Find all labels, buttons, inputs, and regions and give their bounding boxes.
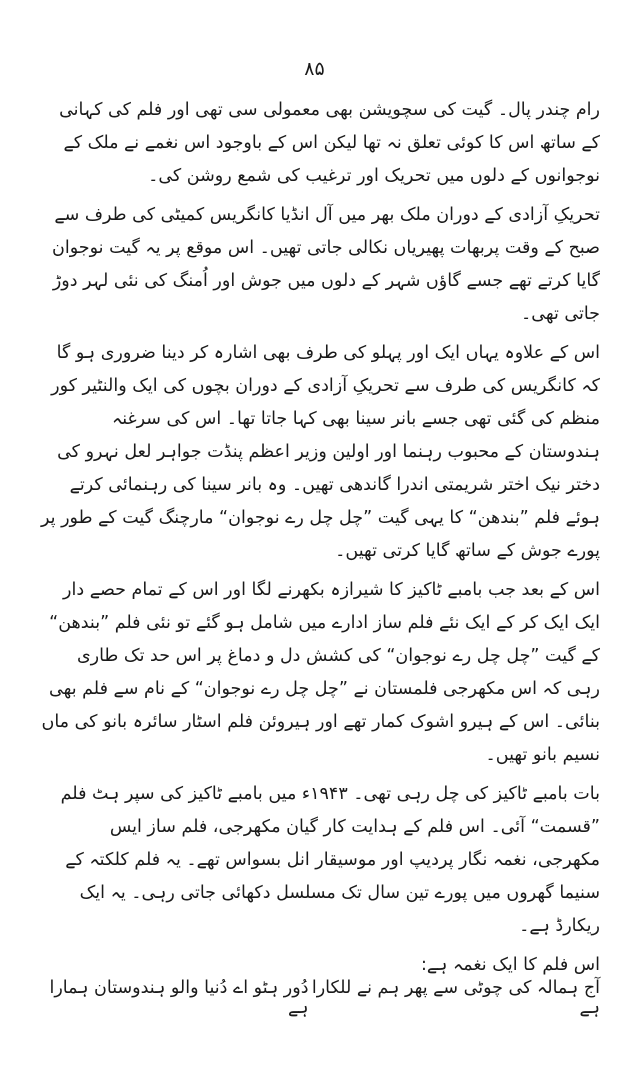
paragraph: تحریکِ آزادی کے دوران ملک بھر میں آل انڈیا کانگریس کمیٹی کی طرف سے صبح کے وقت پربھات پھیریاں نکالی جاتی تھیں۔ اس موقع پر یہ گیت نوجوان گایا کرتے تھے جسے گاؤں شہر کے دلوں میں جوش اور اُمنگ کی نئی لہر دوڑ جاتی تھی۔ [52,205,600,324]
paragraph: اس فلم کا ایک نغمہ ہے: [421,955,600,975]
body-text [40,94,600,988]
song-verse [44,978,600,1018]
paragraph: اس کے بعد جب بامبے ٹاکیز کا شیرازہ بکھرنے لگا اور اس کے تمام حصے دار ایک ایک کر کے ایک نئے فلم ساز ادارے میں شامل ہو گئے تو نئی فلم ”بندھن“ کے گیت ”چل چل رے نوجوان“ کی کشش دل و دماغ پر اس حد تک طاری رہی کہ اس مکھرجی فلمستان نے ”چل چل رے نوجوان“ کے نام سے فلم بھی بنائی۔ اس کے ہیرو اشوک کمار تھے اور ہیروئن فلم اسٹار سائرہ بانو کی ماں نسیم بانو تھیں۔ [41,580,600,765]
paragraph: بات بامبے ٹاکیز کی چل رہی تھی۔ ۱۹۴۳ء میں بامبے ٹاکیز کی سپر ہٹ فلم ”قسمت“ آئی۔ اس فلم کے ہدایت کار گیان مکھرجی، فلم ساز ایس مکھرجی، نغمہ نگار پردیپ اور موسیقار انل بسواس تھے۔ یہ فلم کلکتہ کے سنیما گھروں میں پورے تین سال تک مسلسل دکھائی جاتی رہی۔ یہ ایک ریکارڈ ہے۔ [60,784,600,936]
paragraph: رام چندر پال۔ گیت کی سچویشن بھی معمولی سی تھی اور فلم کی کہانی کے ساتھ اس کا کوئی تعلق نہ تھا لیکن اس کے باوجود اس نغمے نے ملک کے نوجوانوں کے دلوں میں تحریک اور ترغیب کی شمع روشن کی۔ [59,100,600,186]
paragraph: اس کے علاوہ یہاں ایک اور پہلو کی طرف بھی اشارہ کر دینا ضروری ہو گا کہ کانگریس کی طرف سے تحریکِ آزادی کے دوران بچوں کی ایک والنٹیر کور منظم کی گئی تھی جسے بانر سینا بھی کہا جاتا تھا۔ اس کی سرغنہ ہندوستان کے محبوب رہنما اور اولین وزیر اعظم پنڈت جواہر لعل نہرو کی دختر نیک اختر شریمتی اندرا گاندھی تھیں۔ وہ بانر سینا کی رہنمائی کرتے ہوئے فلم ”بندھن“ کا یہی گیت ”چل چل رے نوجوان“ مارچنگ گیت کے طور پر پورے جوش کے ساتھ گایا کرتی تھیں۔ [40,343,600,561]
page-number: ۸۵ [304,58,325,80]
verse-second-half: دُور ہٹو اے دُنیا والو ہندوستان ہمارا ہے [49,978,309,1018]
verse-first-half: آج ہمالہ کی چوٹی سے پھر ہم نے للکارا ہے [311,978,600,1018]
